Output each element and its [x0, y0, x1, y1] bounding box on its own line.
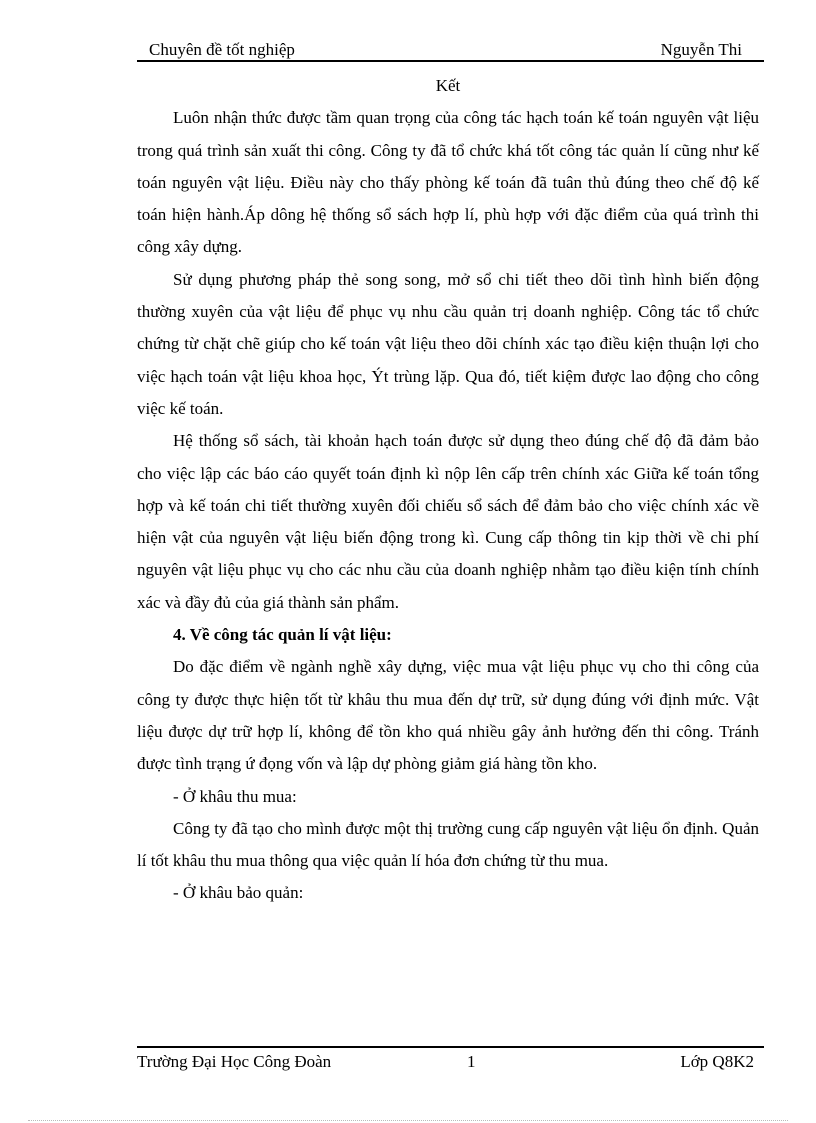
paragraph-purchase: Công ty đã tạo cho mình được một thị trường cung cấp nguyên vật liệu ổn định. Quản lí tốt khâu thu mua thông qua việc quản lí hóa đơn chứng từ thu mua. — [137, 818, 759, 871]
paragraph-material-management: Do đặc điểm về ngành nghề xây dựng, việc mua vật liệu phục vụ cho thi công của công ty được thực hiện tốt từ khâu thu mua đến dự trữ, sử dụng đúng với định mức. Vật liệu được dự trữ hợp lí, không để tồn kho quá nhiều gây ảnh hưởng đến thi công. Tránh được tình trạng ứ đọng vốn và lập dự phòng giảm giá hàng tồn kho. — [137, 657, 759, 774]
paragraph-parallel-cards: Sử dụng phương pháp thẻ song song, mở sổ chi tiết theo dõi tình hình biến động thường xuyên của vật liệu để phục vụ nhu cầu quản trị doanh nghiệp. Công tác tổ chức chứng từ chặt chẽ giúp cho kế toán vật liệu theo dõi chính xác tạo điều kiện thuận lợi cho việc hạch toán vật liệu khoa học, Ýt trùng lặp. Qua đó, tiết kiệm được lao động cho công việc kế toán. — [137, 269, 759, 418]
header-author-name: Nguyễn Thi — [660, 40, 742, 59]
paragraph-awareness: Luôn nhận thức được tầm quan trọng của công tác hạch toán kế toán nguyên vật liệu trong quá trình sản xuất thi công. Công ty đã tổ chức khá tốt công tác quản lí cũng như kế toán nguyên vật liệu. Điều này cho thấy phòng kế toán đã tuân thủ đúng theo chế độ kế toán hiện hành.Áp dông hệ thống sổ sách hợp lí, phù hợp với đặc điểm của quá trình thi công xây dựng. — [137, 108, 759, 257]
page-body — [137, 70, 759, 910]
page-bottom-divider — [28, 1120, 788, 1121]
page-footer — [137, 1046, 764, 1074]
page-header — [137, 40, 764, 62]
page-number: 1 — [467, 1052, 476, 1071]
bullet-purchase-stage: - Ở khâu thu mua: — [173, 786, 297, 806]
bullet-storage-stage: - Ở khâu bảo quản: — [173, 883, 304, 903]
footer-school-name: Trường Đại Học Công Đoàn — [137, 1052, 332, 1071]
section-title: Kết — [435, 76, 461, 95]
paragraph-books-accounts: Hệ thống sổ sách, tài khoản hạch toán được sử dụng theo đúng chế độ đã đảm bảo cho việc lập các báo cáo quyết toán định kì nộp lên cấp trên chính xác Giữa kế toán tổng hợp và kế toán chi tiết thường xuyên đối chiếu sổ sách để đảm bảo cho việc chính xác về hiện vật của nguyên vật liệu biến động trong kì. Cung cấp thông tin kịp thời về chi phí nguyên vật liệu phục vụ cho các nhu cầu của doanh nghiệp nhằm tạo điều kiện tính chính xác và đầy đủ của giá thành sản phẩm. — [137, 431, 759, 612]
header-document-title: Chuyên đề tốt nghiệp — [149, 40, 295, 59]
section-heading: 4. Về công tác quản lí vật liệu: — [173, 625, 392, 645]
footer-class-name: Lớp Q8K2 — [680, 1052, 754, 1071]
